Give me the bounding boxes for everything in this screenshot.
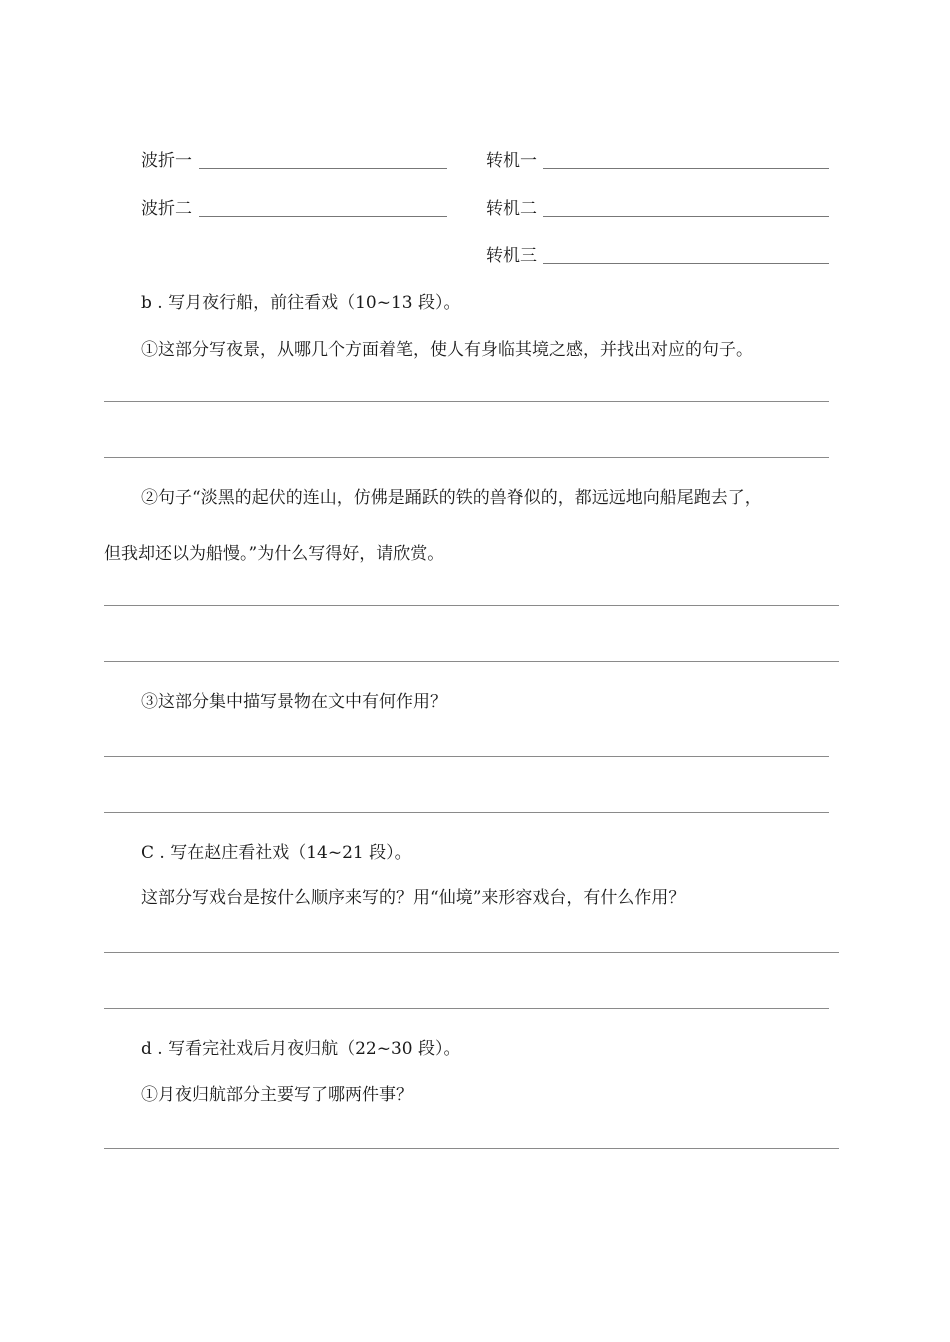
twist-2-blank[interactable] (199, 216, 447, 217)
answer-line[interactable] (104, 457, 829, 458)
section-c-question-1: 这部分写戏台是按什么顺序来写的？用“仙境”来形容戏台，有什么作用？ (141, 888, 686, 908)
turn-2-blank[interactable] (543, 216, 829, 217)
section-b-question-2-line-2: 但我却还以为船慢。”为什么写得好，请欣赏。 (104, 544, 445, 564)
section-b-question-2-line-1: ②句子“淡黑的起伏的连山，仿佛是踊跃的铁的兽脊似的，都远远地向船尾跑去了， (141, 488, 762, 508)
answer-line[interactable] (104, 1008, 829, 1009)
twist-1-blank[interactable] (199, 168, 447, 169)
turn-3-label: 转机三 (486, 246, 537, 266)
answer-line[interactable] (104, 756, 829, 757)
section-b-question-1: ①这部分写夜景，从哪几个方面着笔，使人有身临其境之感，并找出对应的句子。 (141, 340, 753, 360)
turn-1-blank[interactable] (543, 168, 829, 169)
turn-2-label: 转机二 (486, 199, 537, 219)
answer-line[interactable] (104, 661, 839, 662)
answer-line[interactable] (104, 401, 829, 402)
answer-line[interactable] (104, 605, 839, 606)
section-b-question-3: ③这部分集中描写景物在文中有何作用？ (141, 692, 447, 712)
section-d-heading: d . 写看完社戏后月夜归航（22~30 段）。 (141, 1039, 461, 1059)
answer-line[interactable] (104, 812, 829, 813)
section-b-heading: b . 写月夜行船，前往看戏（10~13 段）。 (141, 293, 461, 313)
section-c-heading: C . 写在赵庄看社戏（14~21 段）。 (141, 843, 412, 863)
answer-line[interactable] (104, 952, 839, 953)
answer-line[interactable] (104, 1148, 839, 1149)
twist-2-label: 波折二 (141, 199, 192, 219)
twist-1-label: 波折一 (141, 151, 192, 171)
turn-3-blank[interactable] (543, 263, 829, 264)
turn-1-label: 转机一 (486, 151, 537, 171)
section-d-question-1: ①月夜归航部分主要写了哪两件事？ (141, 1085, 413, 1105)
